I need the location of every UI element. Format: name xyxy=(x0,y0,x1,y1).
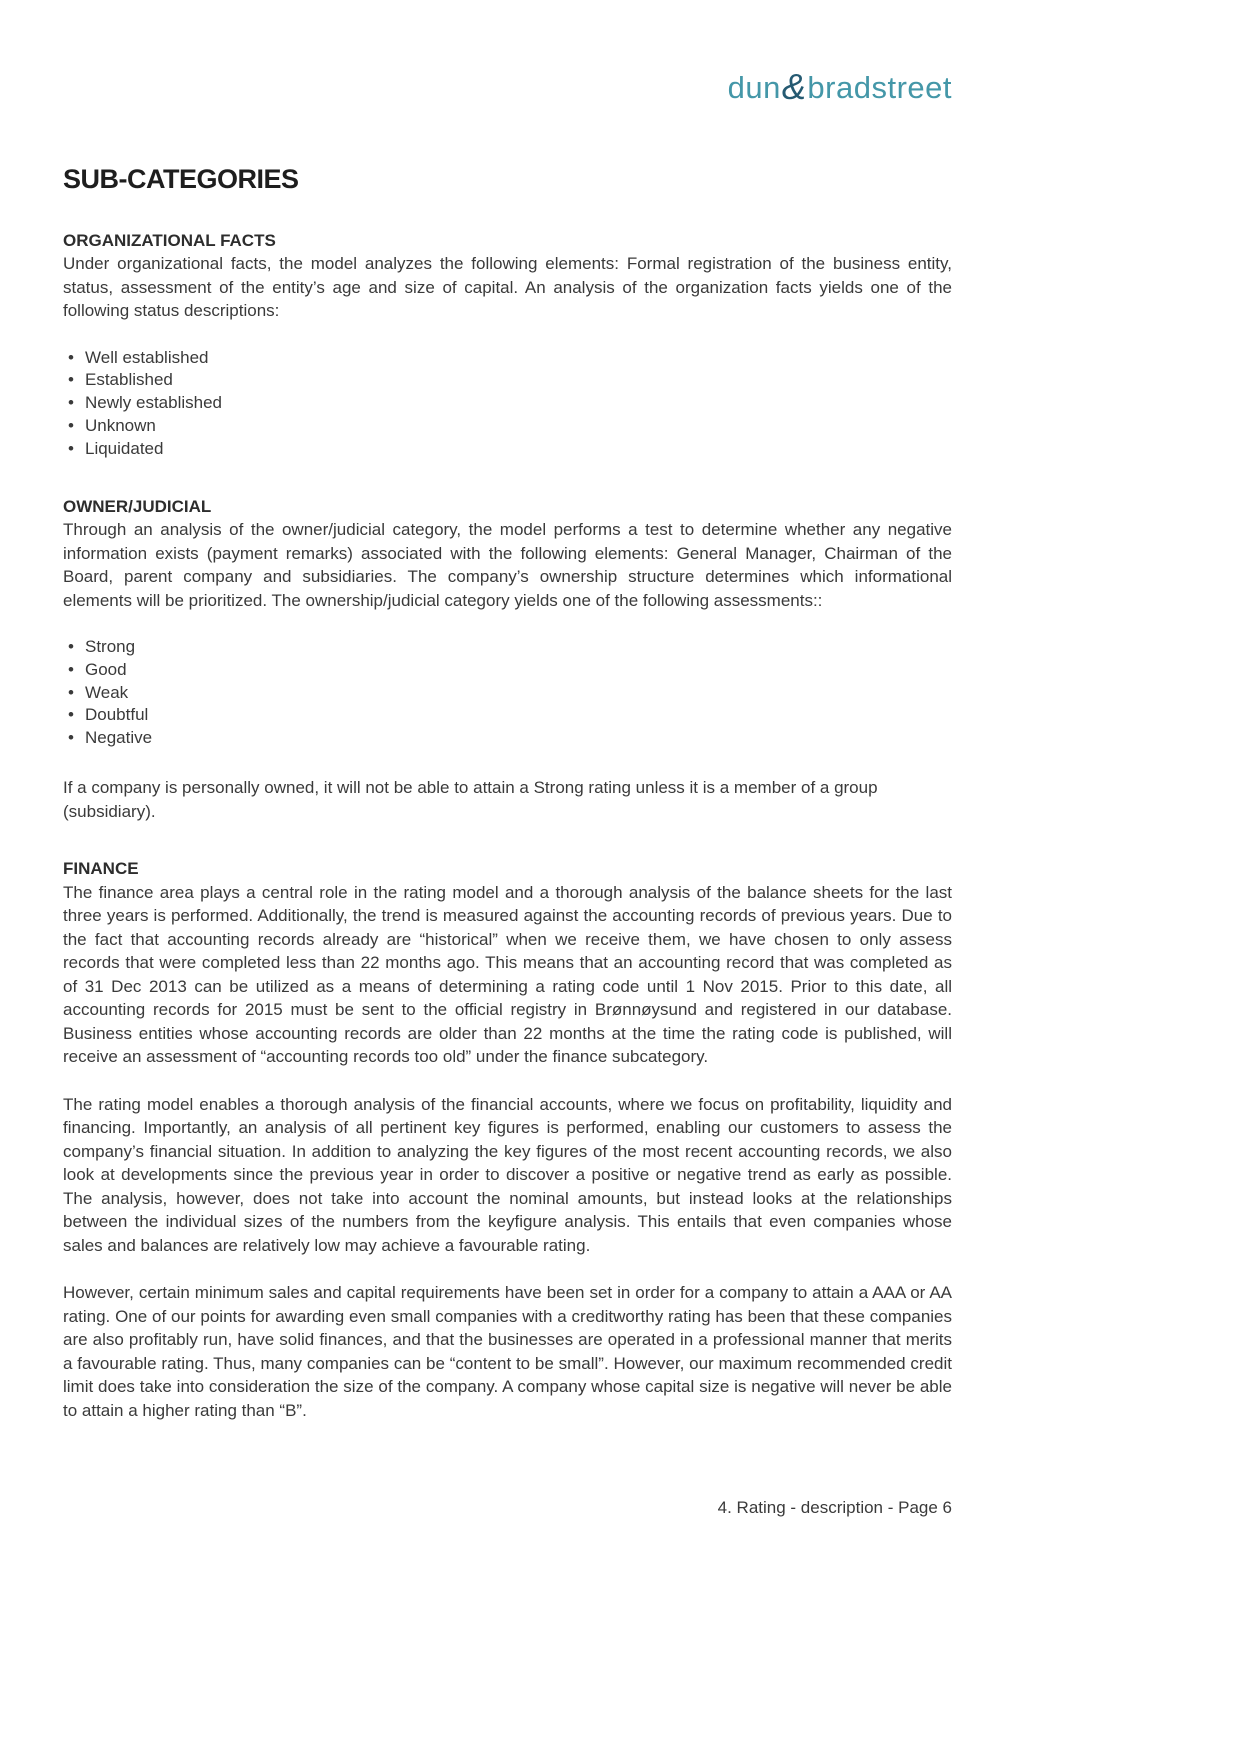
brand-logo xyxy=(63,66,952,106)
owner-judicial-paragraph: Through an analysis of the owner/judicial category, the model performs a test to determine whether any negative information exists (payment remarks) associated with the following elements: General Manager, Chairman of the Board, parent company and subsidiaries. The company’s ownership structure determines which informational elements will be prioritized. The ownership/judicial category yields one of the following assessments:: xyxy=(63,520,952,610)
logo-ampersand-icon: & xyxy=(781,66,807,107)
owner-judicial-list xyxy=(63,636,952,750)
organizational-facts-paragraph: Under organizational facts, the model analyzes the following elements: Formal registration of the business entity, status, assessment of the entity’s age and size of capital. An analysis of the organization facts yields one of the following status descriptions: xyxy=(63,254,952,321)
owner-judicial-note: If a company is personally owned, it will not be able to attain a Strong rating unless it is a member of a group (subsidiary). xyxy=(63,778,878,821)
list-item: • Weak xyxy=(68,682,952,705)
list-item: • Strong xyxy=(68,636,952,659)
logo-bradstreet: bradstreet xyxy=(807,70,952,105)
section-heading-organizational-facts: ORGANIZATIONAL FACTS xyxy=(63,230,276,250)
finance-paragraph-1: The finance area plays a central role in the rating model and a thorough analysis of the balance sheets for the last three years is performed. Additionally, the trend is measured against the accounting records of previous years. Due to the fact that accounting records already are “historical” when we receive them, we have chosen to only assess records that were completed less than 22 months ago. This means that an accounting record that was completed as of 31 Dec 2013 can be utilized as a means of determining a rating code until 1 Nov 2015. Prior to this date, all accounting records for 2015 must be sent to the official registry in Brønnøysund and registered in our database. Business entities whose accounting records are older than 22 months at the time the rating code is published, will receive an assessment of “accounting records too old” under the finance subcategory. xyxy=(63,882,952,1067)
list-item: • Doubtful xyxy=(68,704,952,727)
list-item: • Negative xyxy=(68,727,952,750)
organizational-facts-list xyxy=(63,347,952,461)
finance-paragraph-2: The rating model enables a thorough analysis of the financial accounts, where we focus on profitability, liquidity and financing. Importantly, an analysis of all pertinent key figures is performed, enabling our customers to assess the company’s financial situation. In addition to analyzing the key figures of the most recent accounting records, we also look at developments since the previous year in order to discover a positive or negative trend as early as possible. The analysis, however, does not take into account the nominal amounts, but instead looks at the relationships between the individual sizes of the numbers from the keyfigure analysis. This entails that even companies whose sales and balances are relatively low may achieve a favourable rating. xyxy=(63,1094,952,1255)
list-item: • Newly established xyxy=(68,392,952,415)
finance-paragraph-3: However, certain minimum sales and capital requirements have been set in order for a company to attain a AAA or AA rating. One of our points for awarding even small companies with a creditworthy rating has been that these companies are also profitably run, have solid finances, and that the businesses are operated in a professional manner that merits a favourable rating. Thus, many companies can be “content to be small”. However, our maximum recommended credit limit does take into consideration the size of the company. A company whose capital size is negative will never be able to attain a higher rating than “B”. xyxy=(63,1283,952,1420)
list-item: • Liquidated xyxy=(68,438,952,461)
logo-dun: dun xyxy=(727,70,781,105)
list-item: • Good xyxy=(68,659,952,682)
section-heading-finance: FINANCE xyxy=(63,859,139,879)
document-content xyxy=(63,0,952,1422)
list-item: • Well established xyxy=(68,347,952,370)
page-footer: 4. Rating - description - Page 6 xyxy=(717,1498,952,1517)
page-title: SUB-CATEGORIES xyxy=(63,163,299,194)
section-heading-owner-judicial: OWNER/JUDICIAL xyxy=(63,496,212,516)
list-item: • Unknown xyxy=(68,415,952,438)
list-item: • Established xyxy=(68,369,952,392)
